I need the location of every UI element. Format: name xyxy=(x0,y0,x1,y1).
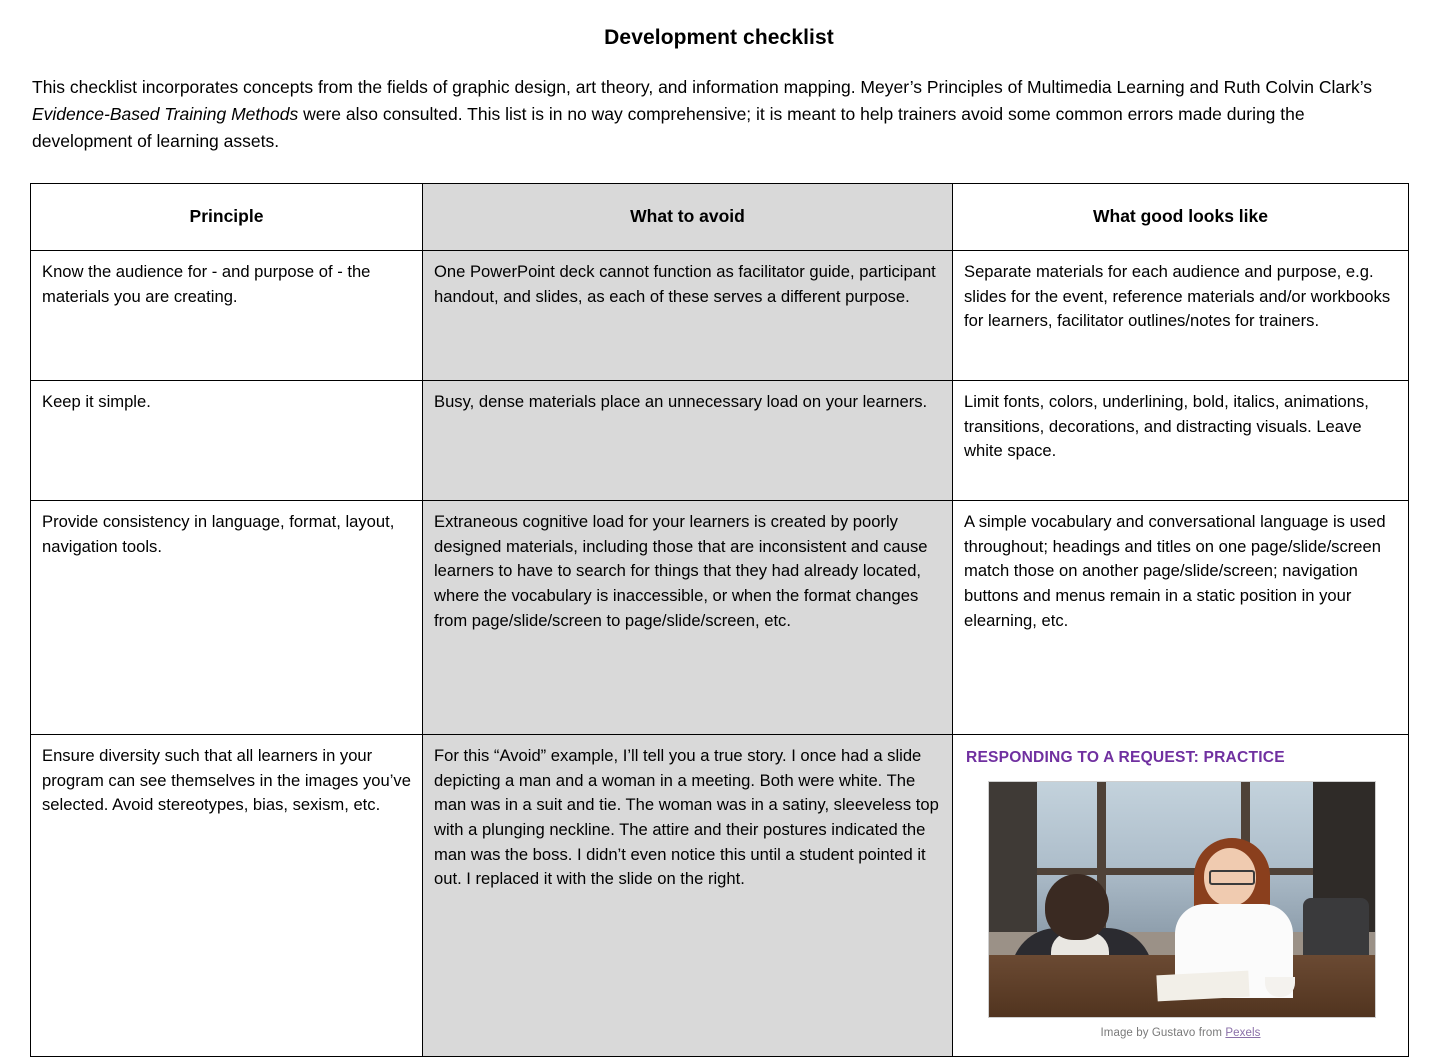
cell-avoid: Extraneous cognitive load for your learners is created by poorly designed materials, including those that are inconsistent and cause learners to have to search for things that they had already located, where the vocabulary is inaccessible, or when the format changes from page/slide/screen to page/slide/screen, etc. xyxy=(423,501,953,735)
image-credit-text: Image by Gustavo from xyxy=(1100,1027,1226,1040)
paper-sheet xyxy=(1156,971,1249,1002)
cell-principle: Provide consistency in language, format, layout, navigation tools. xyxy=(31,501,423,735)
table-header-row xyxy=(31,184,1409,251)
slide-example-image-wrap xyxy=(988,781,1374,1042)
table-row xyxy=(31,735,1409,1057)
page-title: Development checklist xyxy=(604,26,834,49)
glasses-icon xyxy=(1209,870,1255,885)
development-checklist-table xyxy=(30,183,1409,1057)
table-row xyxy=(31,381,1409,501)
cell-avoid: One PowerPoint deck cannot function as facilitator guide, participant handout, and slides, as each of these serves a different purpose. xyxy=(423,251,953,381)
person-left-head xyxy=(1045,874,1109,940)
intro-text-part1: This checklist incorporates concepts from the fields of graphic design, art theory, and information mapping. Meyer’s Principles of Multimedia Learning and Ruth Colvin Clark’s xyxy=(32,77,1373,97)
slide-example-title: RESPONDING TO A REQUEST: PRACTICE xyxy=(966,749,1285,767)
cell-good: Limit fonts, colors, underlining, bold, italics, animations, transitions, decorations, and distracting visuals. Leave white space. xyxy=(953,381,1409,501)
slide-example xyxy=(964,746,1397,1042)
cell-avoid: For this “Avoid” example, I’ll tell you a true story. I once had a slide depicting a man and a woman in a meeting. Both were white. The man was in a suit and tie. The woman was in a satiny, sleeveless top with a plunging neckline. The attire and their postures indicated the man was the boss. I didn’t even notice this until a student pointed it out. I replaced it with the slide on the right. xyxy=(423,735,953,1057)
cell-avoid: Busy, dense materials place an unnecessary load on your learners. xyxy=(423,381,953,501)
intro-book-title: Evidence-Based Training Methods xyxy=(32,104,299,125)
intro-paragraph xyxy=(30,74,1408,155)
wall-left xyxy=(989,782,1037,932)
table-row xyxy=(31,251,1409,381)
intro-text-part2: were also consulted. This list is in no way comprehensive; it is meant to help trainers avoid some common errors made during the development of learning assets. xyxy=(32,104,1305,152)
meeting-photo xyxy=(988,781,1376,1018)
column-header-what-good-looks-like: What good looks like xyxy=(953,184,1409,251)
column-header-principle: Principle xyxy=(31,184,423,251)
table-row xyxy=(31,501,1409,735)
cell-principle: Keep it simple. xyxy=(31,381,423,501)
image-credit xyxy=(988,1025,1374,1042)
image-credit-link[interactable]: Pexels xyxy=(1225,1027,1261,1040)
cell-good-slide-example xyxy=(953,735,1409,1057)
cell-good: Separate materials for each audience and purpose, e.g. slides for the event, reference materials and/or workbooks for learners, facilitator outlines/notes for trainers. xyxy=(953,251,1409,381)
cell-good: A simple vocabulary and conversational language is used throughout; headings and titles on one page/slide/screen match those on another page/slide/screen; navigation buttons and menus remain in a static position in your elearning, etc. xyxy=(953,501,1409,735)
cell-principle: Know the audience for - and purpose of - the materials you are creating. xyxy=(31,251,423,381)
column-header-what-to-avoid: What to avoid xyxy=(423,184,953,251)
cell-principle: Ensure diversity such that all learners in your program can see themselves in the images you’ve selected. Avoid stereotypes, bias, sexism, etc. xyxy=(31,735,423,1057)
